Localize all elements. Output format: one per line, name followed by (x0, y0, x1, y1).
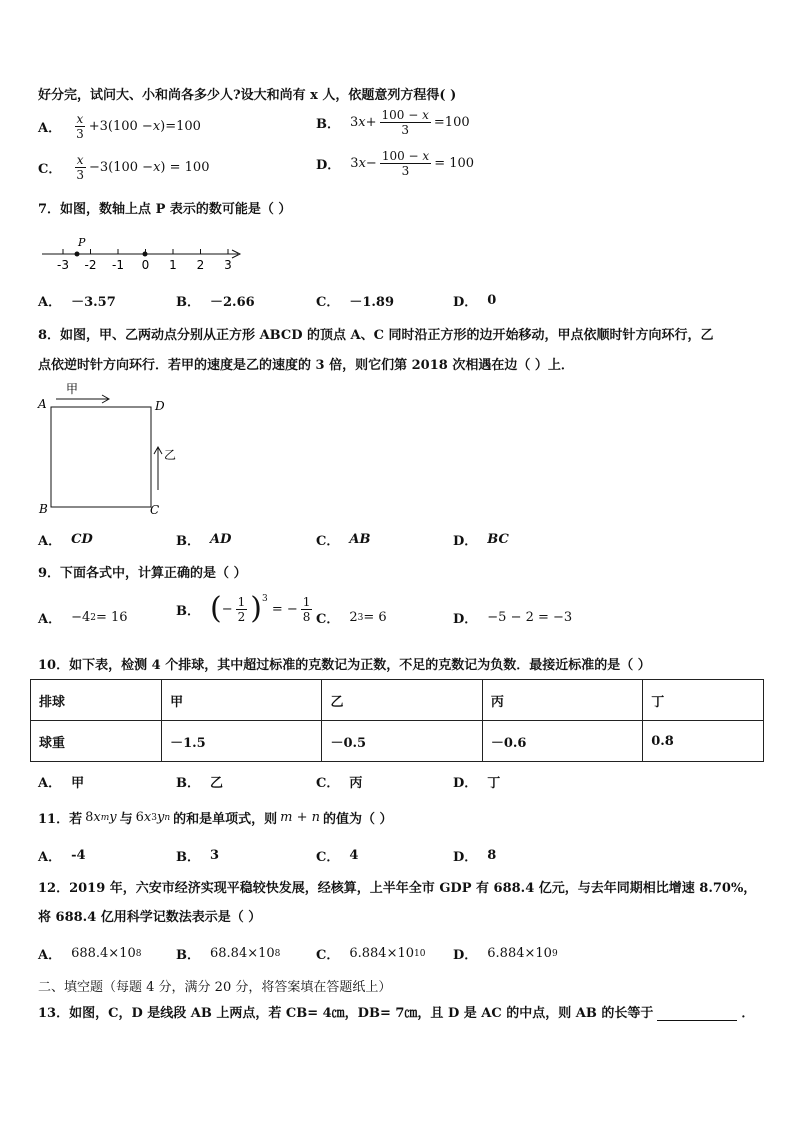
q6-stem: 好分完，试问大、小和尚各多少人?设大和尚有 x 人，依题意列方程得( ) (38, 88, 457, 103)
option-label: D． (453, 534, 478, 549)
option-value: 4 (349, 848, 359, 863)
option-label: B． (176, 948, 200, 963)
table-row (31, 721, 764, 762)
table-cell: －0.5 (322, 721, 482, 762)
q6-option-c: C． $\frac{x}{3}$ −3(100 − x ) = 100 (38, 153, 210, 182)
q9-option-a: A． −4 2 = 16 (38, 610, 128, 627)
square-figure (34, 380, 184, 520)
jia-label: 甲 (66, 382, 79, 396)
q11-option-c (316, 846, 358, 865)
number-line-figure (38, 232, 258, 276)
option-label: A． (38, 776, 62, 791)
option-label: D． (453, 295, 478, 310)
table-cell: 甲 (162, 680, 322, 721)
axis-tick-label: -2 (84, 258, 97, 272)
q10-stem: 10．如下表，检测 4 个排球，其中超过标准的克数记为正数，不足的克数记为负数．最接近标准的是（ ） (38, 658, 651, 673)
option-value: －1.89 (349, 295, 395, 310)
option-value: BC (487, 532, 509, 547)
q11-stem-mid1: 与 (119, 812, 133, 827)
option-value: -4 (71, 848, 86, 863)
option-label: C． (316, 776, 340, 791)
option-value: 3 (210, 848, 220, 863)
table-cell: 排球 (31, 680, 162, 721)
option-value: AD (210, 532, 232, 547)
q12-stem-line2: 将 688.4 亿用科学记数法表示是（ ） (38, 910, 262, 925)
q12-option-b: B． 68.84×10 8 (176, 946, 281, 963)
origin-dot (143, 252, 148, 257)
option-label: B． (176, 850, 200, 865)
option-label: C． (38, 162, 62, 177)
q7-stem: 7．如图，数轴上点 P 表示的数可能是（ ） (38, 202, 292, 217)
q9-stem: 9．下面各式中，计算正确的是（ ） (38, 566, 247, 581)
q11-stem-post: 的值为（ ） (323, 812, 393, 827)
point-p (75, 252, 80, 257)
q12-option-a: A． 688.4×10 8 (38, 946, 142, 963)
option-value: 8 (487, 848, 497, 863)
option-label: D． (453, 948, 478, 963)
option-label: A． (38, 612, 62, 627)
axis-tick-label: 0 (141, 258, 150, 272)
q9-option-d: D． −5 − 2 = −3 (453, 610, 573, 627)
q13-stem (38, 1002, 754, 1021)
q7-option-c (316, 291, 394, 310)
q11-stem: 11．若 8 x m y 与 6 x 3 y n 的和是单项式，则 m + n 的值为（ ） (38, 810, 393, 827)
table-cell: 球重 (31, 721, 162, 762)
answer-blank (657, 1020, 737, 1021)
q12-stem-line1: 12．2019 年，六安市经济实现平稳较快发展，经核算，上半年全市 GDP 有 688.4 亿元，与去年同期相比增速 8.70%， (38, 881, 757, 896)
option-label: C． (316, 948, 340, 963)
q9-option-c: C． 2 3 = 6 (316, 610, 387, 627)
vertex-d-label: D (155, 399, 165, 413)
option-label: A． (38, 850, 62, 865)
q11-option-b (176, 846, 219, 865)
table-cell: 0.8 (643, 721, 764, 762)
q7-option-a (38, 291, 116, 310)
axis-tick-label: 1 (169, 258, 177, 272)
option-label: C． (316, 534, 340, 549)
option-label: D． (453, 612, 478, 627)
option-label: A． (38, 295, 62, 310)
q6-option-b: B． 3 x + $\frac{100 - x}{3}$ =100 (316, 108, 470, 137)
option-label: A． (38, 534, 62, 549)
option-label: B． (176, 776, 200, 791)
option-label: D． (316, 158, 341, 173)
option-label: D． (453, 776, 478, 791)
option-value: －2.66 (210, 295, 255, 310)
axis-tick-label: -3 (57, 258, 69, 272)
q8-stem-line1: 8．如图，甲、乙两动点分别从正方形 ABCD 的顶点 A、C 同时沿正方形的边开始移动，甲点依顺时针方向环行，乙 (38, 328, 714, 343)
option-value: 甲 (71, 776, 85, 791)
table-cell: －1.5 (162, 721, 322, 762)
option-value: AB (349, 532, 371, 547)
option-label: C． (316, 850, 340, 865)
option-value: －3.57 (71, 295, 116, 310)
q8-option-d (453, 530, 509, 549)
table-cell: 乙 (322, 680, 482, 721)
option-value: 0 (487, 293, 497, 308)
volleyball-table (30, 679, 764, 762)
yi-label: 乙 (164, 448, 177, 462)
axis-tick-label: 2 (196, 258, 205, 272)
axis-tick-label: 3 (224, 258, 232, 272)
option-label: B． (176, 295, 200, 310)
q8-option-c (316, 530, 370, 549)
q13-stem-text: 13．如图，C，D 是线段 AB 上两点，若 CB= 4㎝，DB= 7㎝，且 D 是 AC 的中点，则 AB 的长等于 (38, 1006, 654, 1021)
q11-stem-pre: 11．若 (38, 812, 83, 827)
option-value: 丙 (349, 776, 363, 791)
option-label: B． (176, 534, 200, 549)
q10-option-a (38, 772, 84, 791)
option-label: C． (316, 612, 340, 627)
q13-stem-end: ． (741, 1006, 755, 1021)
table-cell: 丙 (482, 680, 642, 721)
q6-option-d: D． 3 x − $\frac{100 - x}{3}$ = 100 (316, 149, 475, 178)
q7-option-d (453, 291, 496, 310)
q12-option-c: C． 6.884×10 10 (316, 946, 426, 963)
vertex-b-label: B (39, 502, 48, 516)
option-value: 丁 (487, 776, 501, 791)
q8-option-a (38, 530, 93, 549)
option-label: A． (38, 121, 62, 136)
section-title: 二、填空题（每题 4 分，满分 20 分，将答案填在答题纸上） (38, 980, 392, 995)
q10-option-d (453, 772, 500, 791)
option-value: CD (71, 532, 93, 547)
q11-stem-mid2: 的和是单项式，则 (173, 812, 278, 827)
q7-option-b (176, 291, 255, 310)
q11-option-a (38, 846, 86, 865)
option-label: D． (453, 850, 478, 865)
table-cell: －0.6 (482, 721, 642, 762)
vertex-a-label: A (38, 397, 47, 411)
vertex-c-label: C (150, 503, 160, 517)
option-label: B． (176, 603, 200, 619)
option-label: B． (316, 117, 340, 132)
q10-option-b (176, 772, 223, 791)
q8-option-b (176, 530, 231, 549)
q6-option-a: A． $\frac{x}{3}$ +3(100 − x )=100 (38, 112, 201, 141)
option-label: A． (38, 948, 62, 963)
axis-tick-label: -1 (112, 258, 124, 272)
table-header-row (31, 680, 764, 721)
q8-stem-line2: 点依逆时针方向环行．若甲的速度是乙的速度的 3 倍，则它们第 2018 次相遇在边（ ）上． (38, 358, 574, 373)
q10-option-c (316, 772, 362, 791)
q12-option-d: D． 6.884×10 9 (453, 946, 558, 963)
option-value: 乙 (210, 776, 224, 791)
table-cell: 丁 (643, 680, 764, 721)
option-label: C． (316, 295, 340, 310)
point-p-label: P (78, 236, 86, 249)
q9-option-b: B． ( − $\frac{1}{2}$ ) $^3$ = − $\frac{1}{8}$ (176, 591, 311, 626)
q11-option-d (453, 846, 496, 865)
